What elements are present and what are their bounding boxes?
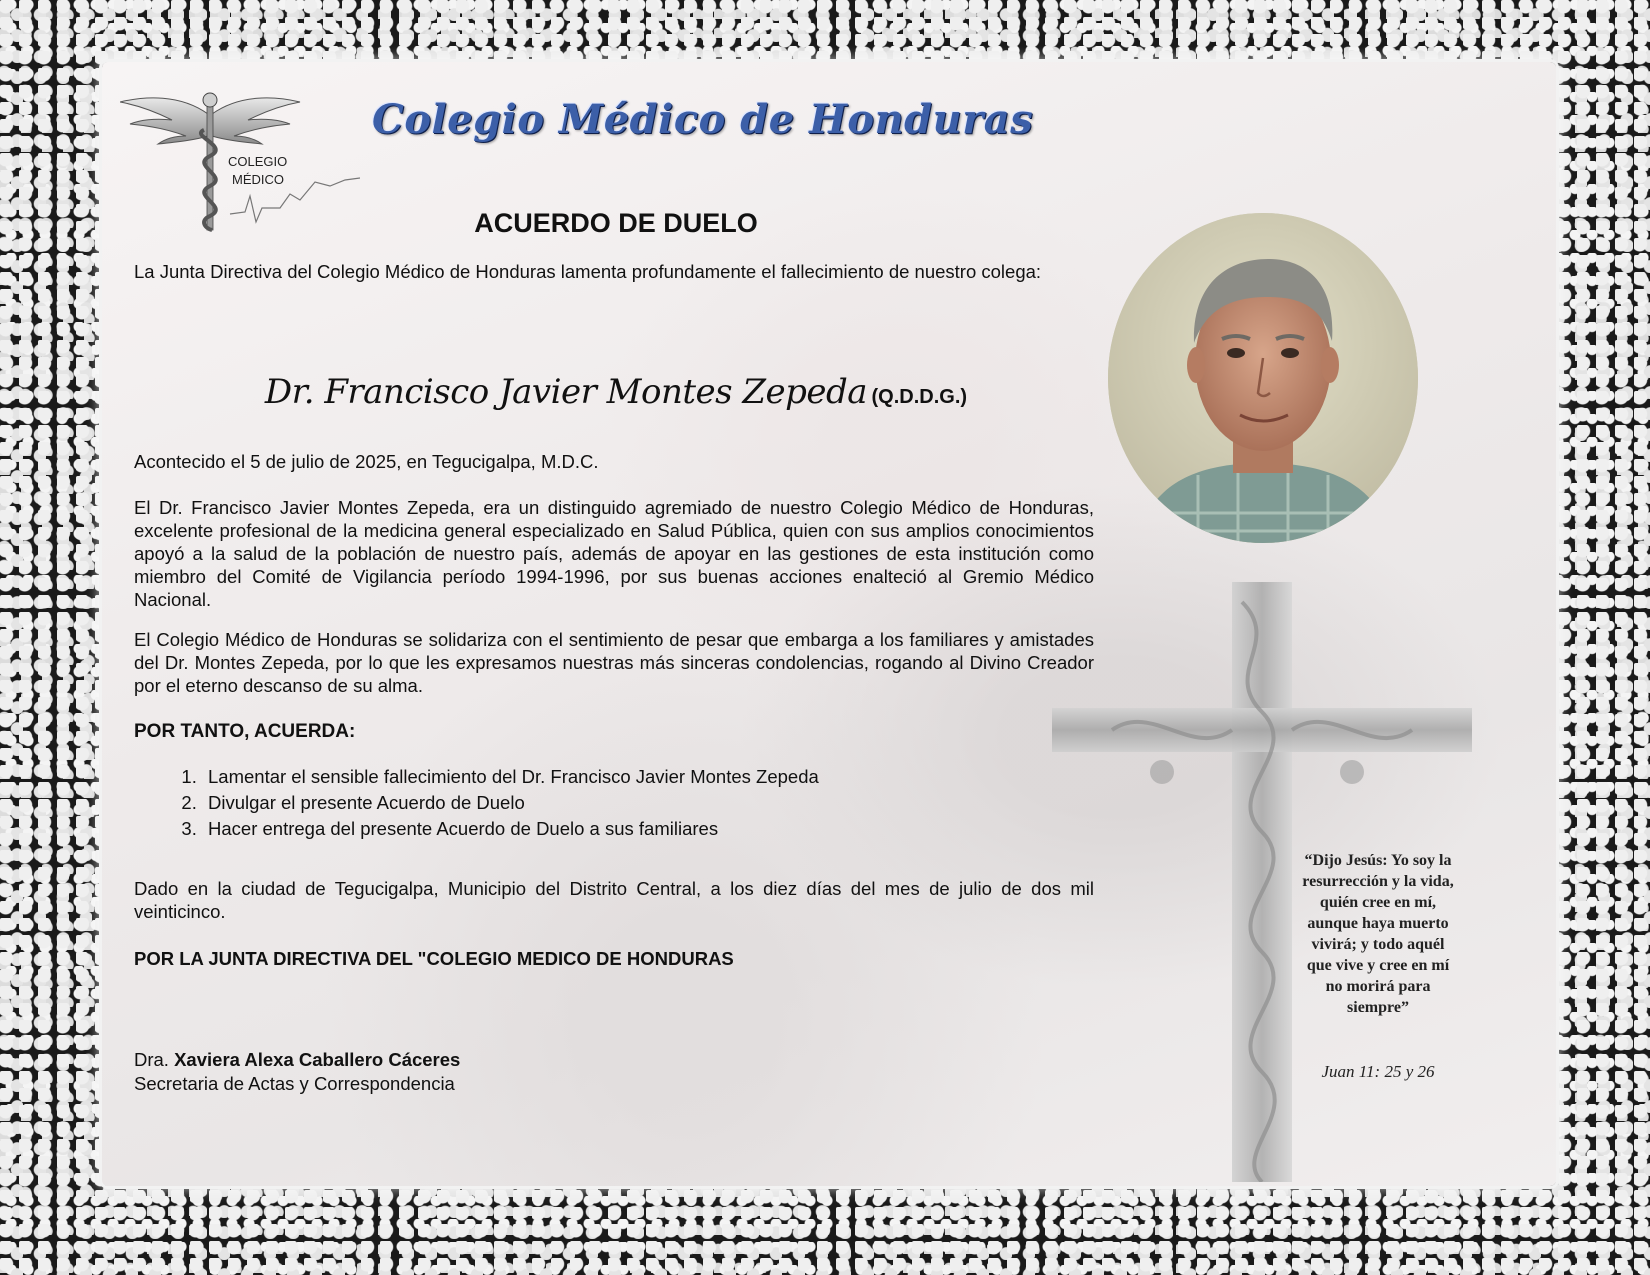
logo-text-line2: MÉDICO bbox=[232, 172, 284, 187]
signatory-title: Dra. bbox=[134, 1049, 169, 1070]
brand-name: Colegio Médico de Honduras bbox=[372, 96, 1034, 143]
board-line: POR LA JUNTA DIRECTIVA DEL "COLEGIO MEDICO DE HONDURAS bbox=[134, 948, 734, 969]
list-item: 3. Hacer entrega del presente Acuerdo de Duelo a sus familiares bbox=[202, 816, 819, 842]
given-at-paragraph: Dado en la ciudad de Tegucigalpa, Municipio del Distrito Central, a los diez días del mes de julio de dos mil veinticinco. bbox=[134, 878, 1094, 922]
intro-paragraph: La Junta Directiva del Colegio Médico de Honduras lamenta profundamente el fallecimiento de nuestro colega: bbox=[134, 261, 1042, 282]
deceased-name-line bbox=[102, 372, 1130, 412]
signatory-line bbox=[134, 1048, 460, 1071]
signatory-role: Secretaria de Actas y Correspondencia bbox=[134, 1073, 455, 1094]
list-item: 1. Lamentar el sensible fallecimiento del Dr. Francisco Javier Montes Zepeda bbox=[202, 764, 819, 790]
bible-verse: Juan 11: 25 y 26 bbox=[1321, 1062, 1435, 1081]
deceased-suffix: (Q.D.D.G.) bbox=[871, 386, 968, 408]
portrait-photo bbox=[1108, 213, 1418, 543]
resolution-heading: POR TANTO, ACUERDA: bbox=[134, 721, 356, 742]
document-title: ACUERDO DE DUELO bbox=[474, 208, 758, 238]
document-sheet bbox=[102, 62, 1556, 1186]
occurred-paragraph: Acontecido el 5 de julio de 2025, en Tegucigalpa, M.D.C. bbox=[134, 451, 599, 472]
list-item: 2. Divulgar el presente Acuerdo de Duelo bbox=[202, 790, 819, 816]
deceased-name: Dr. Francisco Javier Montes Zepeda bbox=[264, 372, 868, 412]
bible-quote: “Dijo Jesús: Yo soy la resurrección y la vida, quién cree en mí, aunque haya muerto vivirá; y todo aquél que vive y cree en mí no morirá para siempre” bbox=[1302, 852, 1454, 1016]
signatory-name: Xaviera Alexa Caballero Cáceres bbox=[174, 1049, 461, 1070]
portrait-illustration bbox=[1108, 213, 1418, 543]
logo-text-line1: COLEGIO bbox=[228, 154, 288, 169]
resolution-list bbox=[134, 764, 819, 842]
bio-paragraph: El Dr. Francisco Javier Montes Zepeda, era un distinguido agremiado de nuestro Colegio Médico de Honduras, excelente profesional de la medicina general especializado en Salud Pública, quien con sus amplios conocimientos apoyó a la salud de la población de nuestro país, además de apoyar en las gestiones de esta institución como miembro del Comité de Vigilancia período 1994-1996, por sus buenas acciones enalteció al Gremio Médico Nacional. bbox=[134, 497, 1094, 610]
condolence-paragraph: El Colegio Médico de Honduras se solidariza con el sentimiento de pesar que embarga a los familiares y amistades del Dr. Montes Zepeda, por lo que les expresamos nuestras más sinceras condolencias, rogando al Divino Creador por el eterno descanso de su alma. bbox=[134, 629, 1094, 696]
